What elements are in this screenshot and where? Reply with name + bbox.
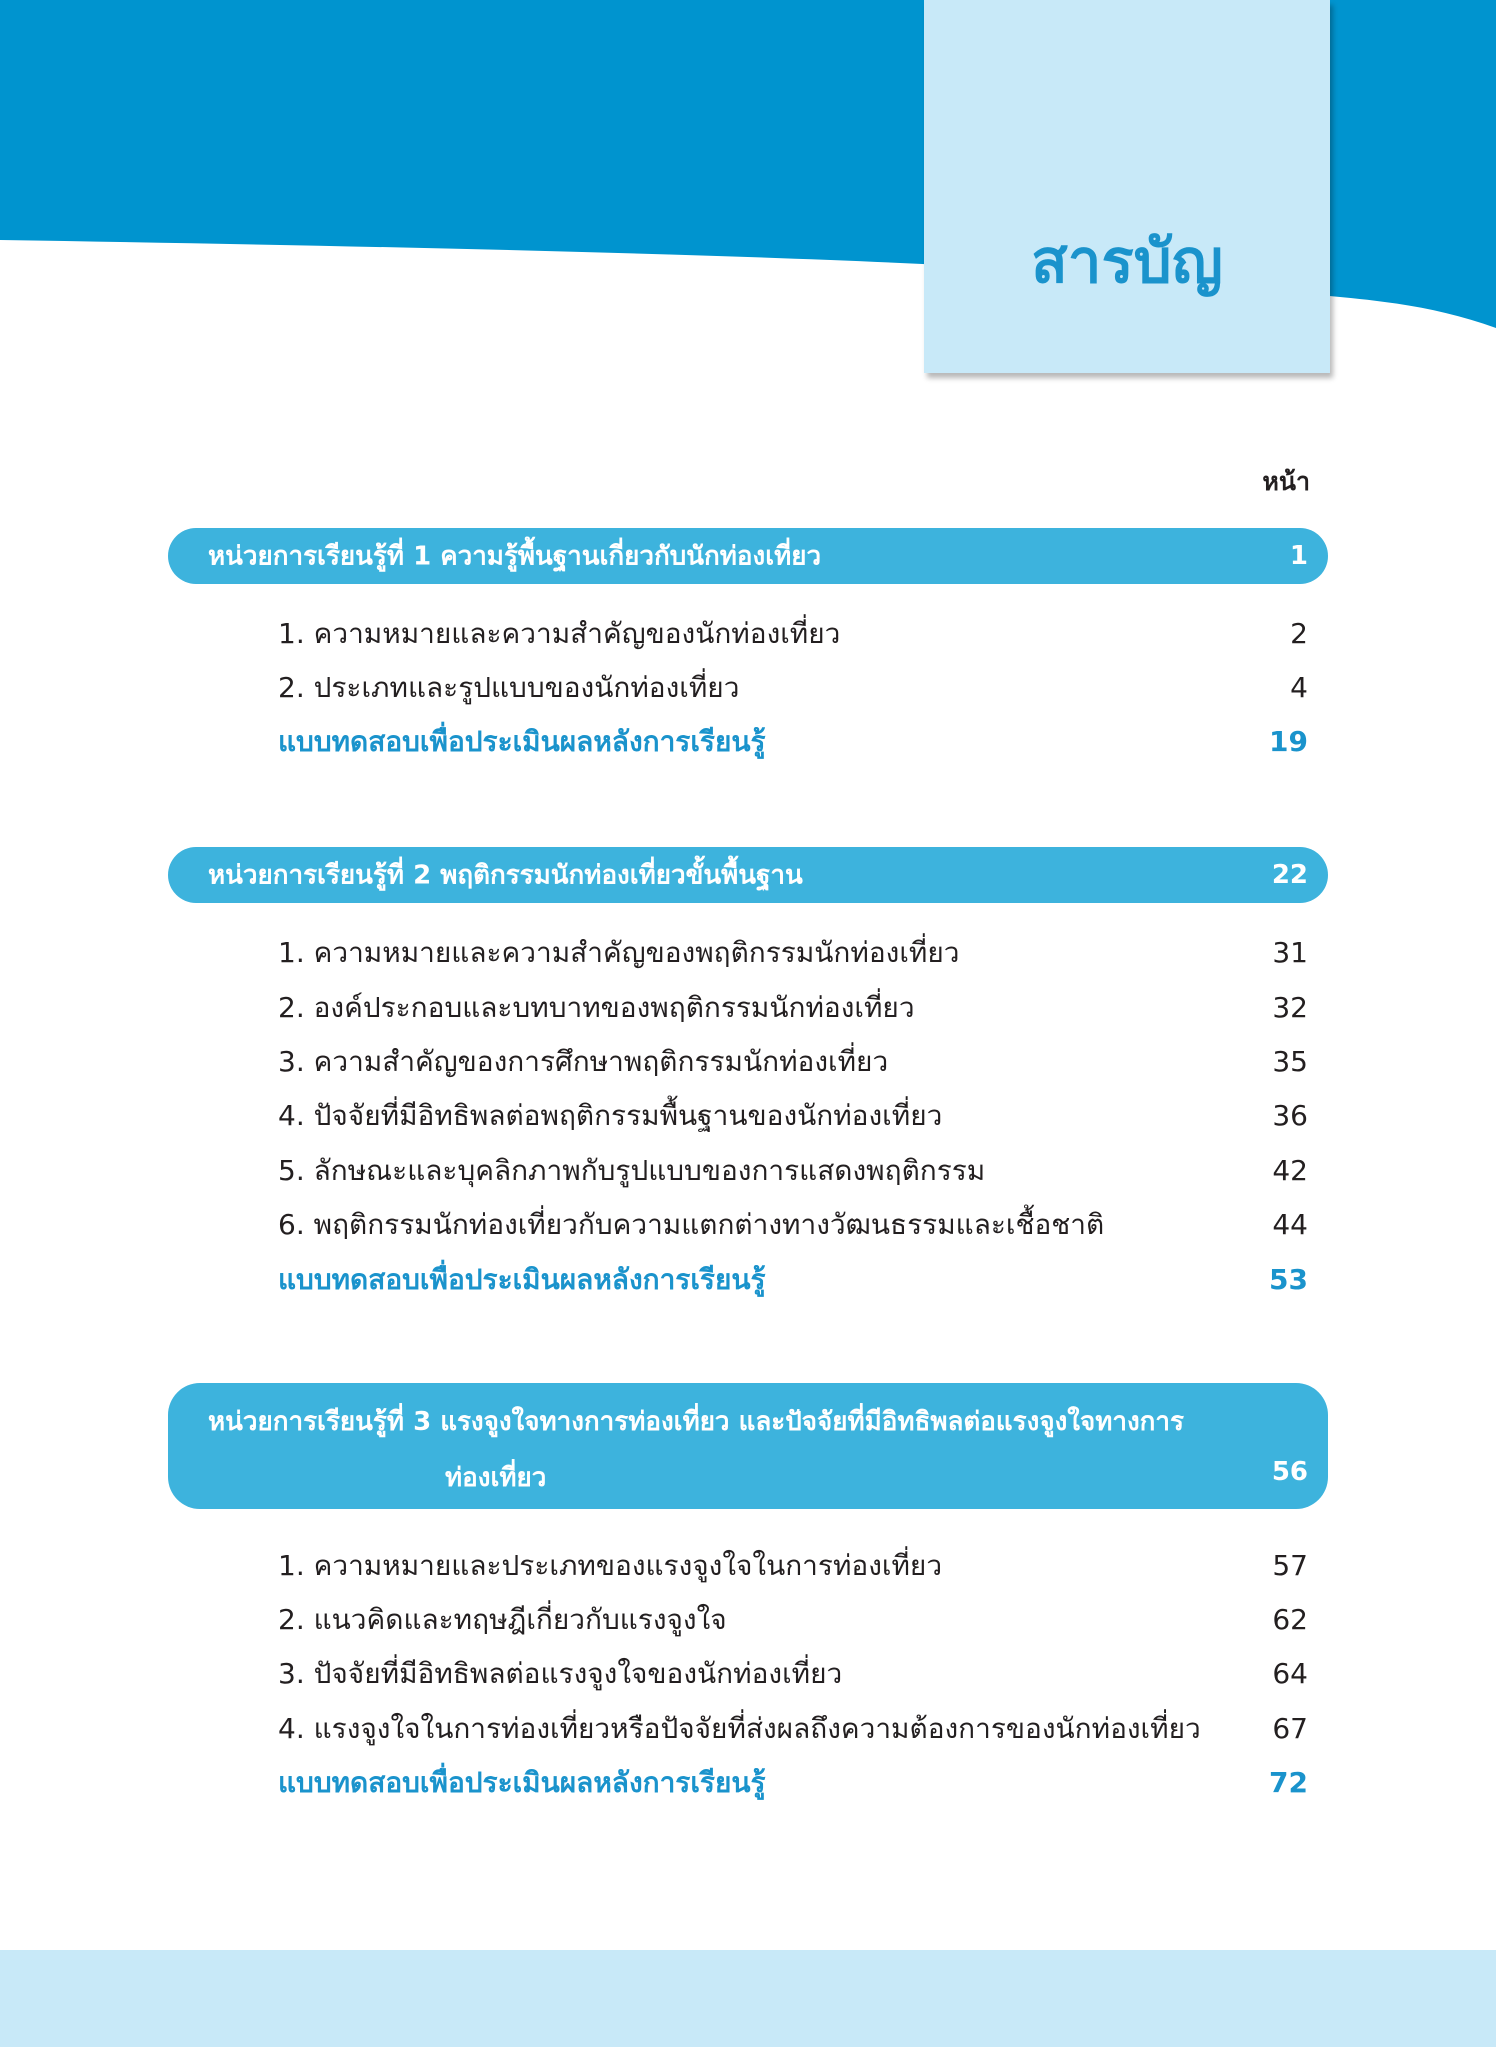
toc-assessment-page: 72 [1269,1766,1308,1799]
toc-item-page: 57 [1272,1549,1308,1582]
toc-item-page: 64 [1272,1657,1308,1690]
toc-item[interactable] [278,1094,1308,1138]
unit-3-title-line2: ท่องเที่ยว [445,1463,547,1493]
page-column-label: หน้า [1262,467,1310,496]
toc-item-page: 31 [1272,936,1308,969]
toc-item-label: 4. แรงจูงใจในการท่องเที่ยวหรือปัจจัยที่ส่งผลถึงความต้องการของนักท่องเที่ยว [278,1712,1201,1745]
toc-item-page: 36 [1272,1099,1308,1132]
toc-item-label: 1. ความหมายและความสำคัญของพฤติกรรมนักท่องเที่ยว [278,936,960,969]
unit-1-title: หน่วยการเรียนรู้ที่ 1 ความรู้พื้นฐานเกี่ยวกับนักท่องเที่ยว [208,541,822,572]
toc-item-page: 4 [1290,671,1308,704]
toc-assessment-label: แบบทดสอบเพื่อประเมินผลหลังการเรียนรู้ [278,1766,766,1799]
unit-2-title: หน่วยการเรียนรู้ที่ 2 พฤติกรรมนักท่องเที่ยวขั้นพื้นฐาน [208,860,803,891]
toc-item-page: 2 [1290,617,1308,650]
toc-item[interactable] [278,666,1308,710]
toc-item[interactable] [278,1707,1308,1751]
toc-item[interactable] [278,1203,1308,1247]
toc-assessment[interactable] [278,1761,1308,1805]
toc-item-label: 3. ปัจจัยที่มีอิทธิพลต่อแรงจูงใจของนักท่องเที่ยว [278,1657,843,1690]
unit-2-page: 22 [1271,860,1308,890]
toc-item[interactable] [278,986,1308,1030]
toc-item-page: 35 [1272,1045,1308,1078]
toc-item[interactable] [278,1652,1308,1696]
unit-3-heading[interactable] [168,1383,1328,1509]
page-title: สารบัญ [1031,227,1223,297]
toc-item-page: 42 [1272,1154,1308,1187]
toc-assessment-page: 53 [1269,1263,1308,1296]
title-box [924,0,1330,373]
toc-item-label: 2. ประเภทและรูปแบบของนักท่องเที่ยว [278,671,740,704]
unit-3-page: 56 [1271,1457,1308,1487]
toc-item-label: 5. ลักษณะและบุคลิกภาพกับรูปแบบของการแสดงพฤติกรรม [278,1154,986,1187]
unit-1-heading[interactable] [168,528,1328,584]
unit-2-heading[interactable] [168,847,1328,903]
toc-assessment-label: แบบทดสอบเพื่อประเมินผลหลังการเรียนรู้ [278,725,766,758]
toc-assessment-label: แบบทดสอบเพื่อประเมินผลหลังการเรียนรู้ [278,1263,766,1296]
toc-item-label: 2. แนวคิดและทฤษฎีเกี่ยวกับแรงจูงใจ [278,1603,727,1636]
toc-item[interactable] [278,1598,1308,1642]
toc-item-label: 4. ปัจจัยที่มีอิทธิพลต่อพฤติกรรมพื้นฐานของนักท่องเที่ยว [278,1099,943,1132]
unit-3-title-line1: หน่วยการเรียนรู้ที่ 3 แรงจูงใจทางการท่องเที่ยว และปัจจัยที่มีอิทธิพลต่อแรงจูงใจทางการ [208,1407,1184,1437]
toc-item-label: 1. ความหมายและความสำคัญของนักท่องเที่ยว [278,617,841,650]
toc-item-page: 32 [1272,991,1308,1024]
toc-item-label: 3. ความสำคัญของการศึกษาพฤติกรรมนักท่องเที่ยว [278,1045,889,1078]
toc-item[interactable] [278,1149,1308,1193]
toc-item[interactable] [278,1544,1308,1588]
toc-assessment[interactable] [278,1258,1308,1302]
toc-item-label: 2. องค์ประกอบและบทบาทของพฤติกรรมนักท่องเที่ยว [278,991,915,1024]
toc-item-label: 1. ความหมายและประเภทของแรงจูงใจในการท่องเที่ยว [278,1549,943,1582]
toc-assessment[interactable] [278,720,1308,764]
toc-item-label: 6. พฤติกรรมนักท่องเที่ยวกับความแตกต่างทางวัฒนธรรมและเชื้อชาติ [278,1208,1105,1241]
toc-item-page: 67 [1272,1712,1308,1745]
toc-item-page: 62 [1272,1603,1308,1636]
toc-item[interactable] [278,931,1308,975]
toc-assessment-page: 19 [1269,725,1308,758]
toc-item-page: 44 [1272,1208,1308,1241]
toc-item[interactable] [278,1040,1308,1084]
footer-band [0,1950,1496,2047]
toc-item[interactable] [278,612,1308,656]
unit-1-page: 1 [1289,541,1308,571]
